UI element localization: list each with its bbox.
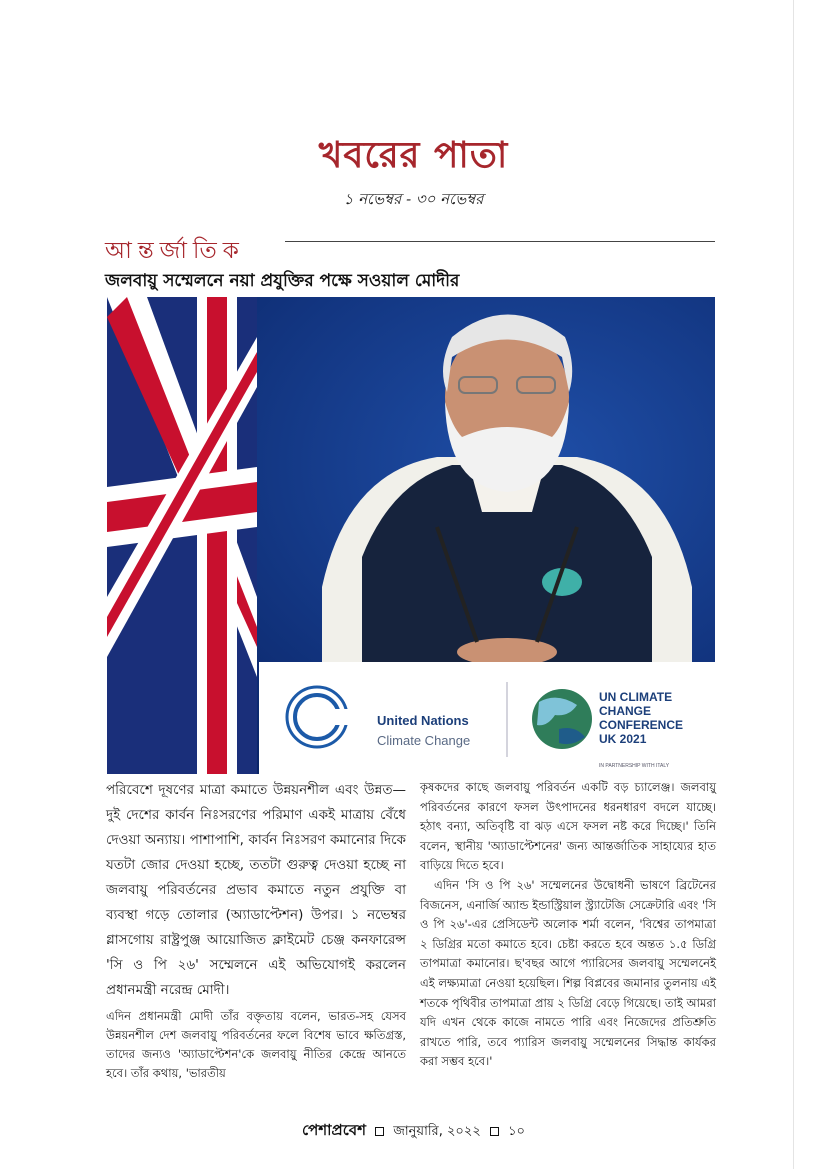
- page-footer: [0, 1119, 827, 1144]
- conference-line1: UN CLIMATE: [599, 690, 673, 704]
- article-photo: [107, 297, 715, 774]
- article-headline: জলবায়ু সম্মেলনে নয়া প্রযুক্তির পক্ষে সওয়াল মোদীর: [105, 271, 460, 291]
- podium-org-line1: United Nations: [377, 713, 469, 728]
- dateline: ১ নভেম্বর - ৩০ নভেম্বর: [343, 190, 484, 208]
- section-label: আন্তর্জাতিক: [105, 232, 251, 271]
- section-header: [105, 232, 715, 262]
- lead-paragraph: পরিবেশে দূষণের মাত্রা কমাতে উন্নয়নশীল এবং উন্নত— দুই দেশের কার্বন নিঃসরণের পরিমাণ একই মাত্রায় বেঁধে দেওয়া অন্যায়। পাশাপাশি, কার্বন নিঃসরণ কমানোর দিকে যতটা জোর দেওয়া হচ্ছে, ততটা গুরুত্ব দেওয়া হচ্ছে না জলবায়ু পরিবর্তনের প্রভাব কমাতে নতুন প্রযুক্তি বা ব্যবস্থা গড়ে তোলার (অ্যাডাপ্টেশন) উপর। ১ নভেম্বর গ্লাসগোয় রাষ্ট্রপুঞ্জ আয়োজিত ক্লাইমেট চেঞ্জ কনফারেন্স 'সি ও পি ২৬' সম্মেলনে এই অভিযোগই করলেন প্রধানমন্ত্রী নরেন্দ্র মোদী।: [106, 782, 406, 998]
- cop26-globe-icon: [532, 689, 592, 749]
- publication-name: পেশাপ্রবেশ: [302, 1121, 366, 1139]
- article-column-right: [420, 778, 716, 1072]
- article-column-left: [106, 778, 406, 1083]
- body-paragraph-right-1: কৃষকদের কাছে জলবায়ু পরিবর্তন একটি বড় চ্যালেঞ্জ। জলবায়ু পরিবর্তনের কারণে ফসল উৎপাদনের ধরনধারণ বদলে যাচ্ছে। হঠাৎ বন্যা, অতিবৃষ্টি বা ঝড় এসে ফসল নষ্ট করে দিচ্ছে।' তিনি বলেন, স্থানীয় 'অ্যাডাপ্টেশনের' জন্য আন্তর্জাতিক সাহায্যের হাত বাড়িয়ে দিতে হবে।: [420, 780, 716, 873]
- union-flag: [107, 297, 257, 774]
- separator-box-icon: [375, 1127, 384, 1136]
- masthead-title: খবরের পাতা: [318, 134, 509, 176]
- page-number: ১০: [508, 1124, 525, 1139]
- podium-org-line2: Climate Change: [377, 733, 471, 748]
- conference-line2: CHANGE: [599, 704, 652, 718]
- section-divider: [285, 241, 715, 242]
- body-paragraph-left: এদিন প্রধানমন্ত্রী মোদী তাঁর বক্তৃতায় বলেন, ভারত-সহ যেসব উন্নয়নশীল দেশ জলবায়ু পরিবর্তনের ফলে বিশেষ ভাবে ক্ষতিগ্রস্ত, তাদের জন্যও 'অ্যাডাপ্টেশন'কে জলবায়ু নীতির কেন্দ্রে আনতে হবে। তাঁর কথায়, 'ভারতীয়: [106, 1009, 406, 1080]
- separator-box-icon: [490, 1127, 499, 1136]
- issue-date: জানুয়ারি, ২০২২: [393, 1124, 481, 1139]
- conference-line4: UK 2021: [599, 732, 647, 746]
- conference-line3: CONFERENCE: [599, 718, 684, 732]
- partner-text: IN PARTNERSHIP WITH ITALY: [599, 763, 670, 769]
- body-paragraph-right-2: এদিন 'সি ও পি ২৬' সম্মেলনের উদ্বোধনী ভাষণে ব্রিটেনের বিজনেস, এনার্জি অ্যান্ড ইন্ডাস্ট্রিয়াল স্ট্র্যাটেজি সেক্রেটারি এবং 'সি ও পি ২৬'-এর প্রেসিডেন্ট অলোক শর্মা বলেন, 'বিশ্বের তাপমাত্রা ২ ডিগ্রির মতো কমাতে হবে। চেষ্টা করতে হবে অন্তত ১.৫ ডিগ্রি তাপমাত্রা কমানোর। ছ'বছর আগে প্যারিসের জলবায়ু সম্মেলনেই এই লক্ষ্যমাত্রা নেওয়া হয়েছিল। শিল্প বিপ্লবের জমানার তুলনায় এই শতকে পৃথিবীর তাপমাত্রা প্রায় ২ ডিগ্রি বেড়ে গিয়েছে। তাই আমরা যদি এখন থেকে কাজে নামতে পারি এবং নিজেদের প্রতিশ্রুতি রাখতে পারি, তবে প্যারিস জলবায়ু সম্মেলনের সিদ্ধান্ত কার্যকর করা সম্ভব হবে।': [420, 877, 716, 1069]
